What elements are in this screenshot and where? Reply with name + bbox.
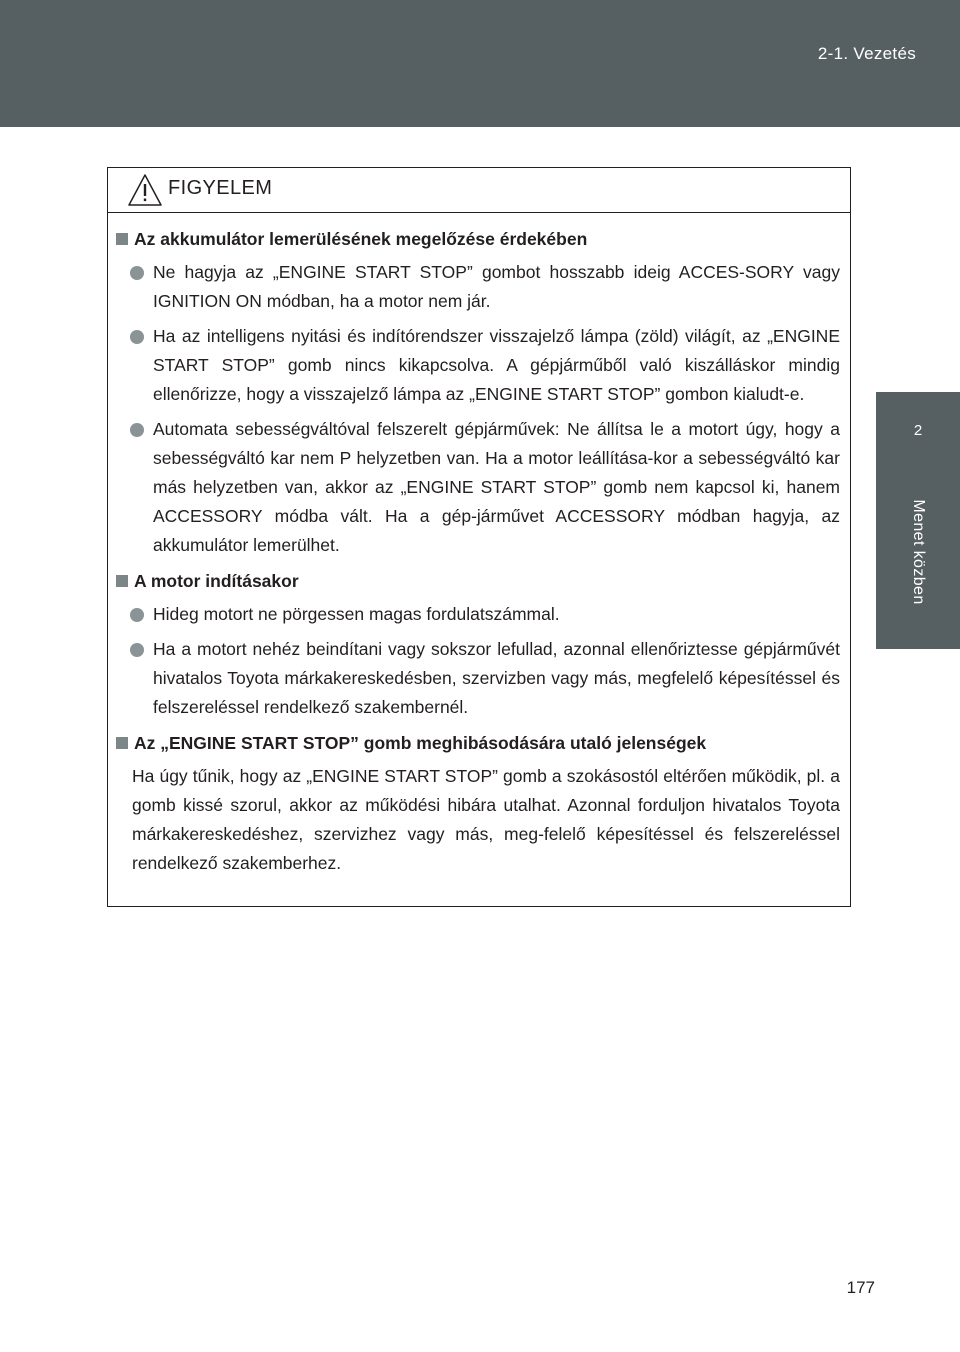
bullet-text: Ne hagyja az „ENGINE START STOP” gombot hosszabb ideig ACCES-SORY vagy IGNITION ON módban, ha a motor nem jár. xyxy=(153,262,840,311)
bullet-text: Hideg motort ne pörgessen magas fordulatszámmal. xyxy=(153,604,560,624)
warning-title: FIGYELEM xyxy=(168,177,273,199)
chapter-label: Menet közben xyxy=(910,499,927,605)
section-paragraph: Ha úgy tűnik, hogy az „ENGINE START STOP” gomb a szokásostól eltérően működik, pl. a gomb kissé szorul, akkor az működési hibára utalhat. Azonnal forduljon hivatalos Toyota márkakereskedéshez, szervizhez vagy más, meg-felelő képesítéssel és felszereléssel rendelkező szakemberhez. xyxy=(132,766,840,873)
bullet-dot-icon xyxy=(130,330,144,344)
bullet-text: Ha a motort nehéz beindítani vagy sokszor lefullad, azonnal ellenőriztesse gépjárművét hivatalos Toyota márkakereskedésben, szervizben vagy más, megfelelő képesítéssel és felszereléssel rendelkező szakembernél. xyxy=(153,639,840,717)
warning-header xyxy=(108,168,850,213)
heading-text: Az „ENGINE START STOP” gomb meghibásodására utaló jelenségek xyxy=(134,733,707,753)
section-heading xyxy=(116,728,850,758)
bullet-dot-icon xyxy=(130,266,144,280)
bullet-item xyxy=(130,258,840,316)
bullet-dot-icon xyxy=(130,423,144,437)
bullet-text: Automata sebességváltóval felszerelt gépjárművek: Ne állítsa le a motort úgy, hogy a sebességváltó kar nem P helyzetben van. Ha a motor leállítása-kor a sebességváltó kar más helyzetben van, akkor az „ENGINE START STOP” gomb nem kapcsol ki, hanem ACCESSORY módba vált. Ha a gép-járművet ACCESSORY módban hagyja, az akkumulátor lemerülhet. xyxy=(153,419,840,555)
bullet-item xyxy=(130,415,840,560)
bullet-item xyxy=(130,635,840,722)
warning-triangle-icon xyxy=(126,172,164,208)
page-header xyxy=(0,0,960,127)
heading-square-icon xyxy=(116,233,128,245)
bullet-dot-icon xyxy=(130,643,144,657)
bullet-dot-icon xyxy=(130,608,144,622)
section-heading xyxy=(116,566,850,596)
heading-text: Az akkumulátor lemerülésének megelőzése érdekében xyxy=(134,229,588,249)
page-number: 177 xyxy=(846,1278,875,1297)
chapter-number: 2 xyxy=(913,422,923,439)
warning-content xyxy=(108,224,850,878)
chapter-tab xyxy=(876,392,960,649)
heading-text: A motor indításakor xyxy=(134,571,299,591)
bullet-item xyxy=(130,600,840,629)
bullet-item xyxy=(130,322,840,409)
warning-box xyxy=(107,167,851,907)
section-label: 2-1. Vezetés xyxy=(817,44,916,63)
heading-square-icon xyxy=(116,575,128,587)
heading-square-icon xyxy=(116,737,128,749)
section-heading xyxy=(116,224,850,254)
bullet-text: Ha az intelligens nyitási és indítórendszer visszajelző lámpa (zöld) világít, az „ENGINE START STOP” gomb nincs kikapcsolva. A gépjárműből való kiszálláskor mindig ellenőrizze, hogy a visszajelző lámpa az „ENGINE START STOP” gombon kialudt-e. xyxy=(153,326,840,404)
